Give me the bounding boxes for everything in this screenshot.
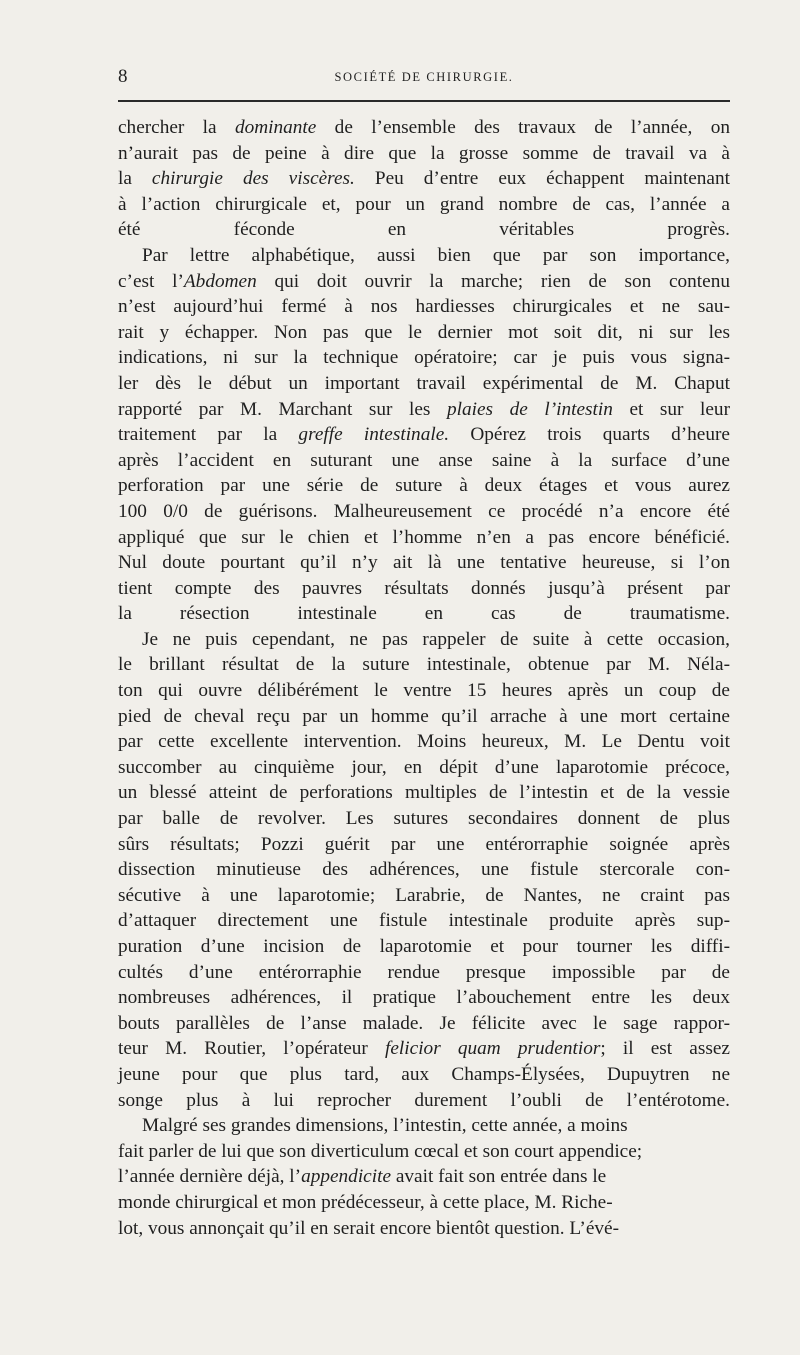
text-line bbox=[118, 141, 730, 167]
text-line bbox=[118, 627, 730, 653]
text-run: puration d’une incision de laparotomie et pour tourner les diffi- bbox=[118, 936, 730, 957]
text-run: un blessé atteint de perforations multiples de l’intestin et de la vessie bbox=[118, 782, 730, 804]
page-number: 8 bbox=[118, 66, 128, 87]
text-run: teur M. Routier, l’opérateur bbox=[118, 1038, 386, 1060]
text-run: le brillant résultat de la suture intestinale, obtenue par M. Néla- bbox=[118, 654, 730, 676]
text-line bbox=[118, 780, 730, 806]
text-run: ; il est assez bbox=[600, 1038, 730, 1060]
paragraph bbox=[118, 243, 730, 627]
text-run: fait parler de lui que son diverticulum cœcal et son court appendice; bbox=[118, 1140, 643, 1162]
text-line bbox=[118, 166, 730, 192]
text-line bbox=[118, 422, 730, 448]
text-run: monde chirurgical et mon prédécesseur, à cette place, M. Riche- bbox=[118, 1191, 613, 1213]
text-line bbox=[118, 525, 730, 551]
text-line bbox=[118, 397, 730, 423]
header-rule bbox=[118, 100, 730, 102]
text-run: Malgré ses grandes dimensions, l’intestin, cette année, a moins bbox=[142, 1115, 628, 1137]
text-line bbox=[118, 1190, 730, 1216]
text-line bbox=[118, 576, 730, 602]
text-line bbox=[118, 499, 730, 525]
text-run: d’attaquer directement une fistule intestinale produite après sup- bbox=[118, 910, 730, 932]
text-line bbox=[118, 883, 730, 909]
page-header bbox=[118, 66, 730, 96]
text-run: chercher la bbox=[118, 117, 235, 138]
text-run: dissection minutieuse des adhérences, une fistule stercorale con- bbox=[118, 859, 730, 881]
body-text bbox=[118, 115, 730, 1241]
text-run: tient compte des pauvres résultats donnés jusqu’à présent par bbox=[118, 577, 730, 599]
text-run: l’année dernière déjà, l’ bbox=[118, 1166, 302, 1188]
text-line bbox=[118, 1139, 730, 1165]
text-run: n’est aujourd’hui fermé à nos hardiesses chirurgicales et ne sau- bbox=[118, 296, 730, 318]
text-line bbox=[118, 269, 730, 295]
italic-phrase: felicior quam prudentior bbox=[385, 1038, 601, 1060]
text-run: rait y échapper. Non pas que le dernier mot soit dit, ni sur les bbox=[118, 321, 730, 343]
text-run: et sur leur bbox=[612, 398, 730, 420]
text-run: pied de cheval reçu par un homme qu’il arrache à une mort certaine bbox=[118, 705, 730, 727]
text-line bbox=[118, 729, 730, 755]
text-run: par cette excellente intervention. Moins heureux, M. Le Dentu voit bbox=[118, 731, 730, 753]
paragraph bbox=[118, 627, 730, 1113]
text-run: de l’ensemble des travaux de l’année, on bbox=[316, 117, 730, 138]
text-line bbox=[118, 704, 730, 730]
text-run: sécutive à une laparotomie; Larabrie, de Nantes, ne craint pas bbox=[118, 884, 730, 906]
italic-phrase: dominante bbox=[234, 117, 317, 138]
text-line bbox=[118, 832, 730, 858]
text-run: après l’accident en suturant une anse saine à la surface d’une bbox=[118, 449, 730, 471]
text-line bbox=[118, 550, 730, 576]
text-line bbox=[118, 1164, 730, 1190]
text-run: bouts parallèles de l’anse malade. Je félicite avec le sage rappor- bbox=[118, 1012, 730, 1034]
text-line bbox=[118, 908, 730, 934]
text-line bbox=[118, 320, 730, 346]
text-run: songe plus à lui reprocher durement l’oubli de l’entérotome. bbox=[118, 1089, 730, 1111]
text-line bbox=[118, 1113, 730, 1139]
text-line bbox=[118, 192, 730, 218]
text-run: Par lettre alphabétique, aussi bien que par son importance, bbox=[142, 244, 730, 266]
text-line bbox=[118, 217, 730, 243]
text-run: lot, vous annonçait qu’il en serait encore bientôt question. L’évé- bbox=[118, 1217, 619, 1239]
text-line bbox=[118, 755, 730, 781]
text-line bbox=[118, 806, 730, 832]
text-run: appliqué que sur le chien et l’homme n’en a pas encore bénéficié. bbox=[118, 526, 730, 548]
text-run: succomber au cinquième jour, en dépit d’une laparotomie précoce, bbox=[118, 756, 730, 778]
text-run: la bbox=[118, 168, 152, 190]
text-run: Peu d’entre eux échappent maintenant bbox=[354, 168, 730, 190]
text-run: Opérez trois quarts d’heure bbox=[449, 424, 730, 446]
text-run: avait fait son entrée dans le bbox=[391, 1166, 607, 1188]
text-run: sûrs résultats; Pozzi guérit par une entérorraphie soignée après bbox=[118, 833, 730, 855]
text-line bbox=[118, 678, 730, 704]
text-run: la résection intestinale en cas de traumatisme. bbox=[118, 603, 730, 625]
text-run: traitement par la bbox=[118, 424, 299, 446]
text-line bbox=[118, 960, 730, 986]
text-line bbox=[118, 448, 730, 474]
text-line bbox=[118, 115, 730, 141]
text-run: rapporté par M. Marchant sur les bbox=[118, 398, 447, 420]
text-line bbox=[118, 1216, 730, 1242]
text-line bbox=[118, 1011, 730, 1037]
text-line bbox=[118, 1036, 730, 1062]
text-run: jeune pour que plus tard, aux Champs-Élysées, Dupuytren ne bbox=[118, 1063, 730, 1085]
text-line bbox=[118, 601, 730, 627]
text-line bbox=[118, 473, 730, 499]
text-run: indications, ni sur la technique opératoire; car je puis vous signa- bbox=[118, 347, 730, 369]
text-line bbox=[118, 857, 730, 883]
text-line bbox=[118, 243, 730, 269]
text-run: c’est l’ bbox=[118, 270, 184, 292]
italic-phrase: Abdomen bbox=[183, 270, 257, 292]
text-line bbox=[118, 934, 730, 960]
italic-phrase: plaies de l’intestin bbox=[446, 398, 613, 420]
text-run: ler dès le début un important travail expérimental de M. Chaput bbox=[118, 372, 730, 394]
paragraph bbox=[118, 1113, 730, 1241]
text-run: Nul doute pourtant qu’il n’y ait là une tentative heureuse, si l’on bbox=[118, 552, 730, 574]
italic-phrase: greffe intestinale. bbox=[298, 424, 450, 446]
text-line bbox=[118, 985, 730, 1011]
text-run: ton qui ouvre délibérément le ventre 15 heures après un coup de bbox=[118, 680, 730, 702]
text-run: nombreuses adhérences, il pratique l’abouchement entre les deux bbox=[118, 987, 730, 1009]
text-run: n’aurait pas de peine à dire que la grosse somme de travail va à bbox=[118, 142, 730, 164]
italic-phrase: appendicite bbox=[301, 1166, 392, 1188]
text-line bbox=[118, 345, 730, 371]
text-run: été féconde en véritables progrès. bbox=[118, 219, 730, 241]
text-run: 100 0/0 de guérisons. Malheureusement ce procédé n’a encore été bbox=[118, 500, 730, 522]
text-line bbox=[118, 1062, 730, 1088]
text-run: cultés d’une entérorraphie rendue presque impossible par de bbox=[118, 961, 730, 983]
text-line bbox=[118, 294, 730, 320]
text-line bbox=[118, 371, 730, 397]
text-run: qui doit ouvrir la marche; rien de son contenu bbox=[256, 270, 730, 292]
running-title: SOCIÉTÉ DE CHIRURGIE. bbox=[334, 70, 514, 84]
text-line bbox=[118, 652, 730, 678]
text-run: par balle de revolver. Les sutures secondaires donnent de plus bbox=[118, 808, 730, 830]
italic-phrase: chirurgie des viscères. bbox=[151, 168, 355, 190]
text-run: Je ne puis cependant, ne pas rappeler de suite à cette occasion, bbox=[142, 628, 730, 650]
text-run: à l’action chirurgicale et, pour un grand nombre de cas, l’année a bbox=[118, 193, 730, 215]
text-run: perforation par une série de suture à deux étages et vous aurez bbox=[118, 475, 730, 497]
paragraph bbox=[118, 115, 730, 243]
text-line bbox=[118, 1088, 730, 1114]
